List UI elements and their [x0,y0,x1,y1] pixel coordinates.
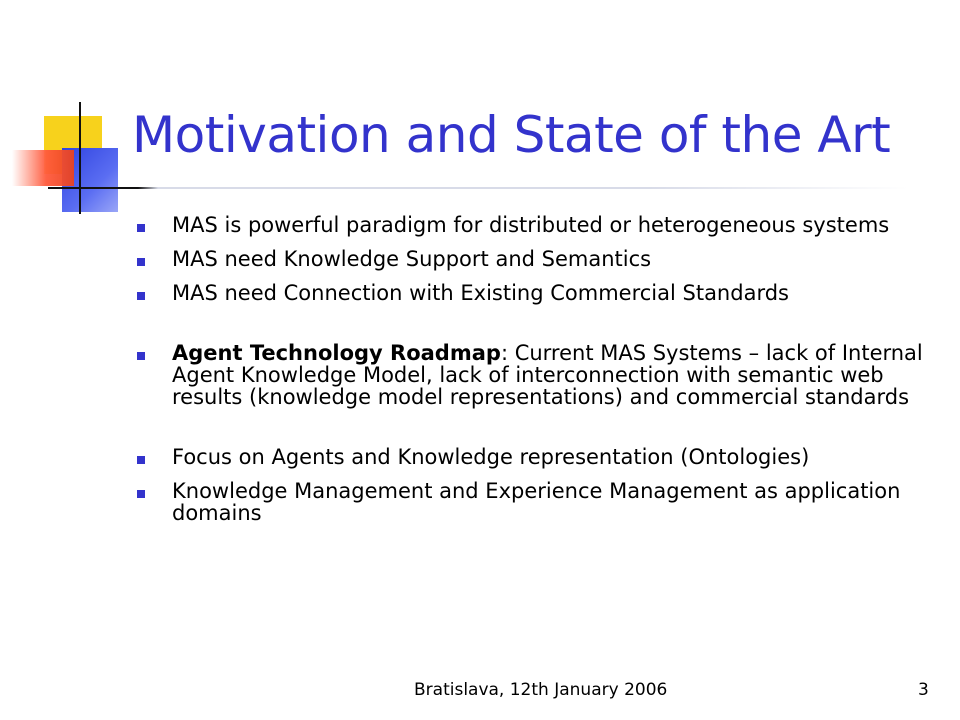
bullet-text: MAS need Connection with Existing Commercial Standards [172,281,789,305]
bullet-bold-text: Agent Technology Roadmap [172,341,501,365]
bullet-item [134,248,934,270]
bullet-list [134,214,934,524]
footer-text: Bratislava, 12th January 2006 [414,680,668,700]
bullet-marker-icon [137,456,145,464]
bullet-text: Knowledge Management and Experience Management as application domains [172,479,901,525]
bullet-marker-icon [137,292,145,300]
bullet-item [134,446,934,468]
slide-title: Motivation and State of the Art [132,106,891,164]
bullet-text: MAS need Knowledge Support and Semantics [172,247,652,271]
bullet-item [134,342,934,408]
decoration-vertical-line [79,102,81,214]
bullet-marker-icon [137,352,145,360]
bullet-item [134,480,934,524]
bullet-text: : Current MAS Systems – lack of Internal Agent Knowledge Model, lack of interconnection with semantic web results (knowledge model representations) and commercial standards [172,341,923,409]
bullet-text: Focus on Agents and Knowledge representation (Ontologies) [172,445,810,469]
bullet-marker-icon [137,258,145,266]
bullet-text: MAS is powerful paradigm for distributed or heterogeneous systems [172,213,890,237]
bullet-item [134,282,934,304]
page-number: 3 [918,680,929,700]
bullet-item [134,214,934,236]
decoration-red-bar [12,150,74,186]
title-underline [48,187,908,189]
title-decoration [0,0,140,230]
bullet-marker-icon [137,490,145,498]
bullet-marker-icon [137,224,145,232]
